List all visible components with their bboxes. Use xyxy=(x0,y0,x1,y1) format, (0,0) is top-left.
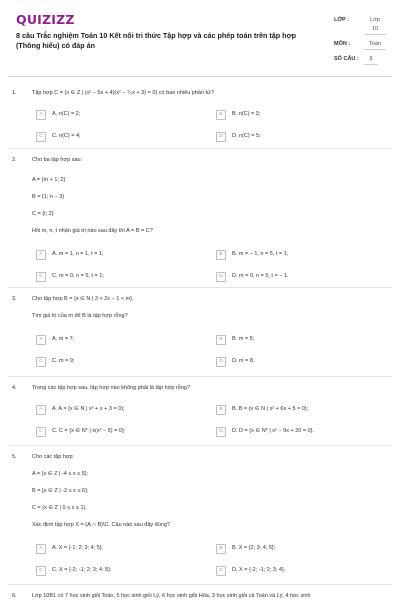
option-text: C. X = {-2; -1; 2; 3; 4; 5}; xyxy=(52,567,112,573)
count-underline xyxy=(364,64,378,65)
option-letter-box[interactable]: C xyxy=(36,427,46,437)
option-letter-box[interactable]: A xyxy=(36,544,46,554)
quizizz-logo[interactable]: QUIZIZZ xyxy=(16,12,75,27)
option-text: C. n(C) = 4; xyxy=(52,133,81,139)
question-divider xyxy=(8,287,392,288)
question-line: Tìm giá trị của m để B là tập hợp rỗng? xyxy=(32,313,128,319)
option-text: C. m = 9; xyxy=(52,358,75,364)
option-text: B. B = {x ∈ N | x² + 6x + 5 = 0}; xyxy=(232,406,309,412)
option-letter-box[interactable]: C xyxy=(36,566,46,576)
option-text: C. m = 0, n = 5, t = 1; xyxy=(52,273,104,279)
option-letter-box[interactable]: D xyxy=(216,566,226,576)
class-label: LỚP : xyxy=(334,17,349,23)
question-line: C = {x ∈ Z | 0 ≤ x ≤ 1}. xyxy=(32,505,87,511)
option-letter-box[interactable]: A xyxy=(36,405,46,415)
option-letter-box[interactable]: D xyxy=(216,357,226,367)
title-line-2: (Thông hiểu) có đáp án xyxy=(16,41,96,50)
question-line: B = {x ∈ Z | -2 ≤ x ≤ 6}; xyxy=(32,488,89,494)
question-line: B = {1; n − 3} xyxy=(32,194,65,200)
question-text: Lớp 10B1 có 7 học sinh giỏi Toán, 5 học sinh giỏi Lý, 6 học sinh giỏi Hóa, 3 học sinh giỏi cả Toán và Lý, 4 học sinh xyxy=(32,593,311,599)
option-letter-box[interactable]: B xyxy=(216,544,226,554)
question-line: A = {m + 1; 2} xyxy=(32,177,66,183)
option-letter-box[interactable]: B xyxy=(216,110,226,120)
option-text: A. m = 1, n = 1, t = 1; xyxy=(52,251,104,257)
option-text: A. n(C) = 2; xyxy=(52,111,81,117)
option-text: B. m = 5; xyxy=(232,336,255,342)
question-number: 4. xyxy=(12,385,17,391)
question-number: 3. xyxy=(12,296,17,302)
question-number: 1. xyxy=(12,90,17,96)
header-divider xyxy=(8,76,392,77)
question-divider xyxy=(8,584,392,585)
option-text: B. m = − 1, n = 5, t = 1; xyxy=(232,251,289,257)
option-letter-box[interactable]: B xyxy=(216,335,226,345)
option-text: A. X = {-1; 2; 3; 4; 5}; xyxy=(52,545,104,551)
option-text: A. m = 7; xyxy=(52,336,75,342)
option-text: D. m = 8. xyxy=(232,358,255,364)
option-text: D. X = {-2; -1; 2; 3; 4}. xyxy=(232,567,286,573)
question-text: Cho tập hợp B = {x ∈ N | 3 < 2x − 1 < m}. xyxy=(32,296,134,302)
option-letter-box[interactable]: A xyxy=(36,250,46,260)
question-number: 5. xyxy=(12,454,17,460)
option-text: B. n(C) = 3; xyxy=(232,111,261,117)
question-text: Trong các tập hợp sau, tập hợp nào không phải là tập hợp rỗng? xyxy=(32,385,191,391)
option-text: D. D = {x ∈ N* | x² − 9x + 20 = 0}. xyxy=(232,428,315,434)
option-letter-box[interactable]: B xyxy=(216,250,226,260)
question-line: A = {x ∈ Z | -4 ≤ x ≤ 5}; xyxy=(32,471,89,477)
worksheet-header xyxy=(0,0,400,76)
question-text: Cho ba tập hợp sau: xyxy=(32,157,83,163)
class-value-1: Lớp xyxy=(370,17,380,23)
option-letter-box[interactable]: D xyxy=(216,272,226,282)
question-number: 2. xyxy=(12,157,17,163)
question-line: C = {t; 2} xyxy=(32,211,54,217)
option-text: B. X = {2; 3; 4; 5}; xyxy=(232,545,276,551)
question-divider xyxy=(8,148,392,149)
count-value: 8 xyxy=(369,56,373,62)
option-letter-box[interactable]: C xyxy=(36,357,46,367)
option-text: A. A = {x ∈ N | x² + x + 3 = 0}; xyxy=(52,406,125,412)
question-divider xyxy=(8,445,392,446)
option-letter-box[interactable]: A xyxy=(36,335,46,345)
option-letter-box[interactable]: D xyxy=(216,427,226,437)
option-letter-box[interactable]: C xyxy=(36,272,46,282)
subject-label: MÔN : xyxy=(334,41,351,47)
worksheet-title xyxy=(16,31,316,51)
question-divider xyxy=(8,376,392,377)
subject-underline xyxy=(364,49,386,50)
count-label: SỐ CÂU : xyxy=(334,56,359,62)
option-letter-box[interactable]: B xyxy=(216,405,226,415)
option-text: D. m = 0, n = 5, t = − 1. xyxy=(232,273,289,279)
class-value-2: 10 xyxy=(371,26,379,32)
question-number: 6. xyxy=(12,593,17,599)
option-letter-box[interactable]: D xyxy=(216,132,226,142)
question-text: Cho các tập hợp: xyxy=(32,454,75,460)
option-letter-box[interactable]: C xyxy=(36,132,46,142)
class-underline xyxy=(364,34,386,35)
question-line: Hỏi m, n, t nhận giá trị nào sau đây thì A = B = C? xyxy=(32,228,153,234)
title-line-1: 8 câu Trắc nghiệm Toán 10 Kết nối tri thức Tập hợp và các phép toán trên tập hợp xyxy=(16,31,297,40)
question-text: Tập hợp C = {x ∈ Z | (x² − 5x + 4)(x² − ⁷⁄₂x + 3) = 0} có bao nhiêu phần tử? xyxy=(32,90,214,96)
subject-value: Toán xyxy=(369,41,381,47)
question-line: Xác định tập hợp X = (A ∩ B)\C. Câu nào sau đây đúng? xyxy=(32,522,170,528)
option-text: D. n(C) = 5; xyxy=(232,133,261,139)
option-letter-box[interactable]: A xyxy=(36,110,46,120)
option-text: C. C = {x ∈ N* | x(x² − 5) = 0}; xyxy=(52,428,126,434)
